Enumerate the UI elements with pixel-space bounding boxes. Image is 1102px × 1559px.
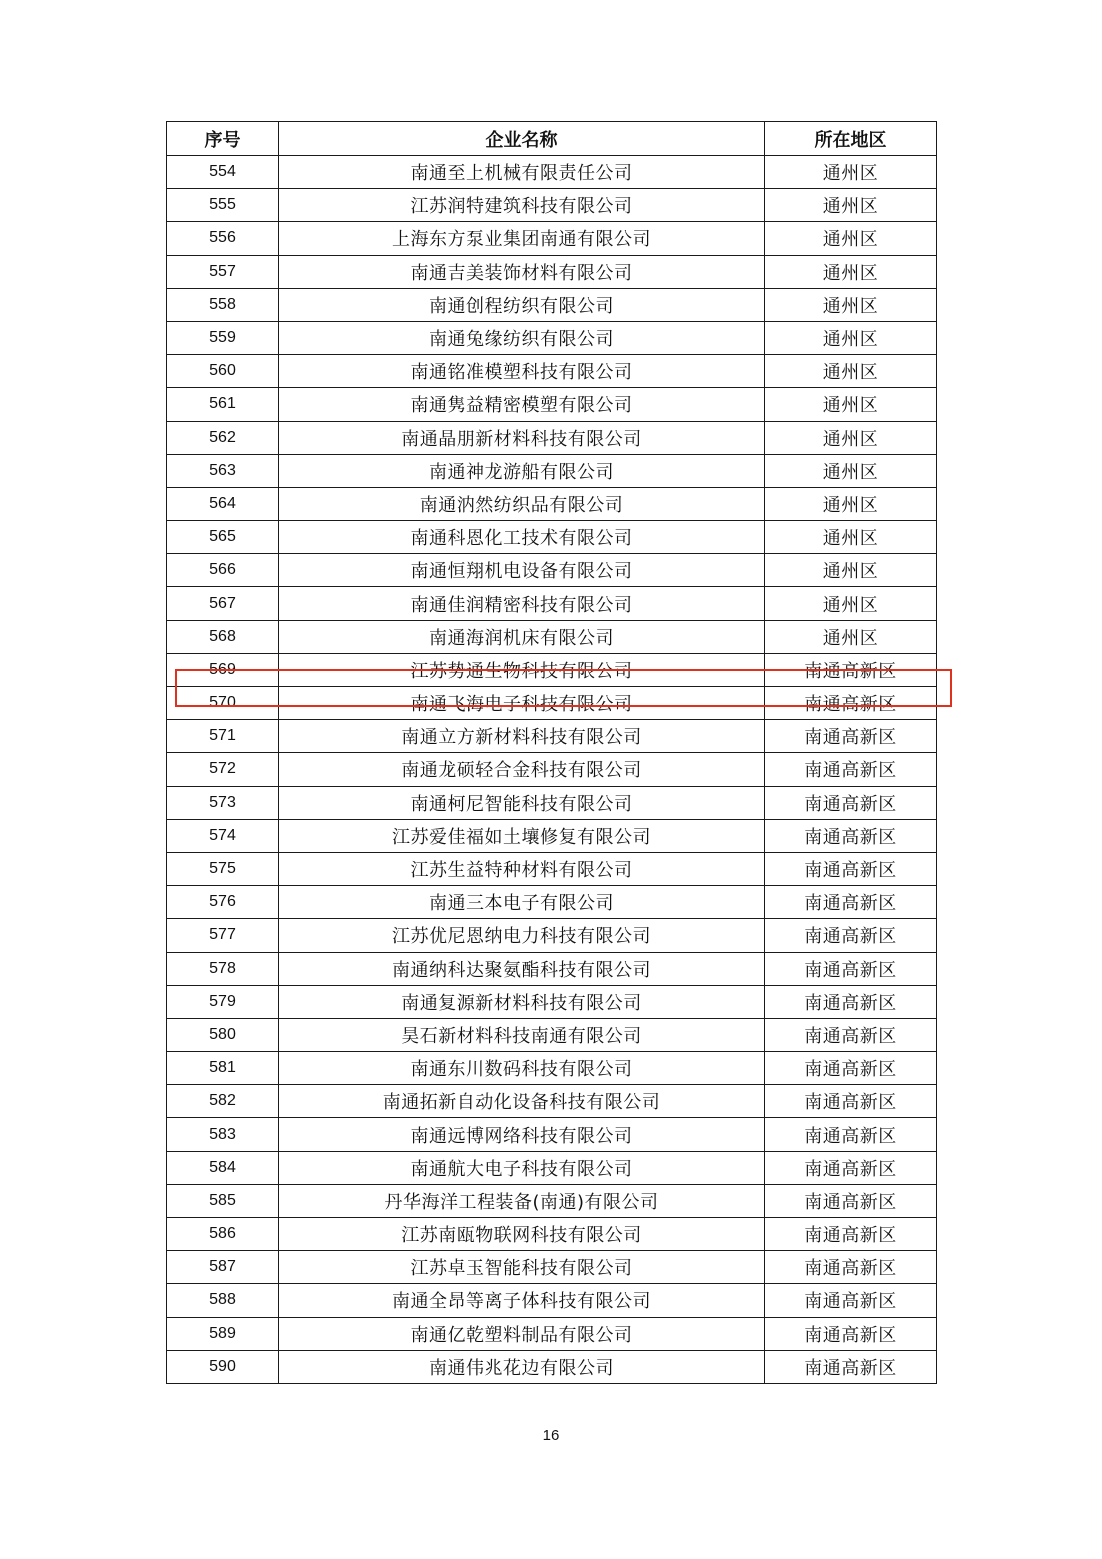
row-region: 通州区 bbox=[765, 454, 937, 487]
table-row bbox=[167, 720, 937, 753]
row-region: 南通高新区 bbox=[765, 653, 937, 686]
row-company-name: 江苏优尼恩纳电力科技有限公司 bbox=[279, 919, 765, 952]
row-serial-number: 580 bbox=[167, 1018, 279, 1051]
row-serial-number: 554 bbox=[167, 156, 279, 189]
table-row bbox=[167, 952, 937, 985]
row-serial-number: 560 bbox=[167, 355, 279, 388]
row-serial-number: 564 bbox=[167, 487, 279, 520]
table-row bbox=[167, 554, 937, 587]
table-row bbox=[167, 189, 937, 222]
row-region: 通州区 bbox=[765, 288, 937, 321]
row-company-name: 南通海润机床有限公司 bbox=[279, 620, 765, 653]
row-company-name: 南通全昂等离子体科技有限公司 bbox=[279, 1284, 765, 1317]
table-row bbox=[167, 786, 937, 819]
table-row bbox=[167, 1052, 937, 1085]
row-region: 通州区 bbox=[765, 487, 937, 520]
table-row bbox=[167, 1350, 937, 1383]
row-company-name: 南通汭然纺织品有限公司 bbox=[279, 487, 765, 520]
table-row bbox=[167, 487, 937, 520]
row-company-name: 南通东川数码科技有限公司 bbox=[279, 1052, 765, 1085]
row-company-name: 昊石新材料科技南通有限公司 bbox=[279, 1018, 765, 1051]
row-company-name: 江苏南瓯物联网科技有限公司 bbox=[279, 1218, 765, 1251]
table-row bbox=[167, 1184, 937, 1217]
row-company-name: 南通隽益精密模塑有限公司 bbox=[279, 388, 765, 421]
table-row bbox=[167, 753, 937, 786]
table-body bbox=[167, 156, 937, 1384]
row-region: 南通高新区 bbox=[765, 819, 937, 852]
table-row bbox=[167, 156, 937, 189]
row-company-name: 江苏卓玉智能科技有限公司 bbox=[279, 1251, 765, 1284]
row-region: 南通高新区 bbox=[765, 1218, 937, 1251]
table-row bbox=[167, 1317, 937, 1350]
row-serial-number: 587 bbox=[167, 1251, 279, 1284]
row-company-name: 南通纳科达聚氨酯科技有限公司 bbox=[279, 952, 765, 985]
page-number: 16 bbox=[542, 1427, 560, 1444]
row-region: 南通高新区 bbox=[765, 1118, 937, 1151]
row-serial-number: 559 bbox=[167, 321, 279, 354]
table-row bbox=[167, 587, 937, 620]
row-region: 南通高新区 bbox=[765, 1052, 937, 1085]
row-company-name: 南通立方新材料科技有限公司 bbox=[279, 720, 765, 753]
row-serial-number: 565 bbox=[167, 521, 279, 554]
row-region: 南通高新区 bbox=[765, 687, 937, 720]
row-serial-number: 555 bbox=[167, 189, 279, 222]
row-region: 南通高新区 bbox=[765, 952, 937, 985]
row-company-name: 南通晶朋新材料科技有限公司 bbox=[279, 421, 765, 454]
row-region: 通州区 bbox=[765, 620, 937, 653]
row-serial-number: 574 bbox=[167, 819, 279, 852]
table-row bbox=[167, 255, 937, 288]
row-company-name: 南通三本电子有限公司 bbox=[279, 886, 765, 919]
row-region: 南通高新区 bbox=[765, 1018, 937, 1051]
row-serial-number: 583 bbox=[167, 1118, 279, 1151]
table-row bbox=[167, 819, 937, 852]
row-serial-number: 572 bbox=[167, 753, 279, 786]
table-row bbox=[167, 1118, 937, 1151]
row-region: 南通高新区 bbox=[765, 1085, 937, 1118]
row-region: 通州区 bbox=[765, 587, 937, 620]
row-company-name: 南通伟兆花边有限公司 bbox=[279, 1350, 765, 1383]
row-serial-number: 573 bbox=[167, 786, 279, 819]
row-serial-number: 570 bbox=[167, 687, 279, 720]
row-region: 南通高新区 bbox=[765, 753, 937, 786]
row-company-name: 南通神龙游船有限公司 bbox=[279, 454, 765, 487]
table-row bbox=[167, 852, 937, 885]
row-region: 通州区 bbox=[765, 255, 937, 288]
row-company-name: 南通远博网络科技有限公司 bbox=[279, 1118, 765, 1151]
row-serial-number: 589 bbox=[167, 1317, 279, 1350]
row-company-name: 南通创程纺织有限公司 bbox=[279, 288, 765, 321]
row-serial-number: 558 bbox=[167, 288, 279, 321]
row-company-name: 南通恒翔机电设备有限公司 bbox=[279, 554, 765, 587]
table-row bbox=[167, 388, 937, 421]
row-company-name: 南通航大电子科技有限公司 bbox=[279, 1151, 765, 1184]
row-region: 通州区 bbox=[765, 388, 937, 421]
row-region: 通州区 bbox=[765, 355, 937, 388]
table-row bbox=[167, 985, 937, 1018]
row-company-name: 江苏润特建筑科技有限公司 bbox=[279, 189, 765, 222]
table-row bbox=[167, 1218, 937, 1251]
row-region: 通州区 bbox=[765, 222, 937, 255]
table-row bbox=[167, 919, 937, 952]
row-company-name: 南通至上机械有限责任公司 bbox=[279, 156, 765, 189]
row-region: 南通高新区 bbox=[765, 1284, 937, 1317]
company-table bbox=[166, 121, 937, 1384]
row-region: 南通高新区 bbox=[765, 1350, 937, 1383]
row-region: 南通高新区 bbox=[765, 985, 937, 1018]
row-region: 通州区 bbox=[765, 421, 937, 454]
row-serial-number: 586 bbox=[167, 1218, 279, 1251]
row-serial-number: 581 bbox=[167, 1052, 279, 1085]
table-row bbox=[167, 421, 937, 454]
row-serial-number: 557 bbox=[167, 255, 279, 288]
row-serial-number: 577 bbox=[167, 919, 279, 952]
table-row bbox=[167, 355, 937, 388]
row-company-name: 丹华海洋工程装备(南通)有限公司 bbox=[279, 1184, 765, 1217]
row-serial-number: 576 bbox=[167, 886, 279, 919]
row-serial-number: 585 bbox=[167, 1184, 279, 1217]
row-region: 南通高新区 bbox=[765, 1317, 937, 1350]
row-serial-number: 571 bbox=[167, 720, 279, 753]
row-region: 南通高新区 bbox=[765, 1251, 937, 1284]
row-company-name: 南通佳润精密科技有限公司 bbox=[279, 587, 765, 620]
row-serial-number: 575 bbox=[167, 852, 279, 885]
header-region: 所在地区 bbox=[765, 122, 937, 156]
row-region: 通州区 bbox=[765, 189, 937, 222]
table-row bbox=[167, 222, 937, 255]
row-region: 南通高新区 bbox=[765, 786, 937, 819]
row-serial-number: 588 bbox=[167, 1284, 279, 1317]
table-header-row bbox=[167, 122, 937, 156]
row-region: 南通高新区 bbox=[765, 1151, 937, 1184]
table-row bbox=[167, 1018, 937, 1051]
row-company-name: 江苏势通生物科技有限公司 bbox=[279, 653, 765, 686]
row-region: 南通高新区 bbox=[765, 1184, 937, 1217]
row-region: 南通高新区 bbox=[765, 919, 937, 952]
row-company-name: 南通拓新自动化设备科技有限公司 bbox=[279, 1085, 765, 1118]
table-row bbox=[167, 1085, 937, 1118]
row-company-name: 南通科恩化工技术有限公司 bbox=[279, 521, 765, 554]
row-serial-number: 569 bbox=[167, 653, 279, 686]
table-row bbox=[167, 521, 937, 554]
row-serial-number: 590 bbox=[167, 1350, 279, 1383]
table-row bbox=[167, 1284, 937, 1317]
row-region: 南通高新区 bbox=[765, 886, 937, 919]
table-row bbox=[167, 1151, 937, 1184]
row-region: 通州区 bbox=[765, 321, 937, 354]
row-serial-number: 579 bbox=[167, 985, 279, 1018]
row-serial-number: 556 bbox=[167, 222, 279, 255]
row-serial-number: 582 bbox=[167, 1085, 279, 1118]
row-serial-number: 568 bbox=[167, 620, 279, 653]
table-row bbox=[167, 687, 937, 720]
header-serial-number: 序号 bbox=[167, 122, 279, 156]
row-region: 通州区 bbox=[765, 554, 937, 587]
row-company-name: 南通吉美装饰材料有限公司 bbox=[279, 255, 765, 288]
row-company-name: 南通龙硕轻合金科技有限公司 bbox=[279, 753, 765, 786]
row-company-name: 南通铭准模塑科技有限公司 bbox=[279, 355, 765, 388]
row-serial-number: 566 bbox=[167, 554, 279, 587]
row-region: 通州区 bbox=[765, 521, 937, 554]
row-company-name: 江苏生益特种材料有限公司 bbox=[279, 852, 765, 885]
header-company-name: 企业名称 bbox=[279, 122, 765, 156]
row-serial-number: 584 bbox=[167, 1151, 279, 1184]
row-serial-number: 561 bbox=[167, 388, 279, 421]
row-serial-number: 567 bbox=[167, 587, 279, 620]
row-region: 南通高新区 bbox=[765, 852, 937, 885]
table-row bbox=[167, 886, 937, 919]
table-row bbox=[167, 321, 937, 354]
row-region: 南通高新区 bbox=[765, 720, 937, 753]
row-company-name: 南通兔缘纺织有限公司 bbox=[279, 321, 765, 354]
table-row bbox=[167, 288, 937, 321]
table-row bbox=[167, 1251, 937, 1284]
row-company-name: 南通亿乾塑料制品有限公司 bbox=[279, 1317, 765, 1350]
row-region: 通州区 bbox=[765, 156, 937, 189]
row-company-name: 上海东方泵业集团南通有限公司 bbox=[279, 222, 765, 255]
row-company-name: 南通复源新材料科技有限公司 bbox=[279, 985, 765, 1018]
row-serial-number: 562 bbox=[167, 421, 279, 454]
row-serial-number: 563 bbox=[167, 454, 279, 487]
row-company-name: 南通飞海电子科技有限公司 bbox=[279, 687, 765, 720]
row-serial-number: 578 bbox=[167, 952, 279, 985]
table-row bbox=[167, 653, 937, 686]
table-row bbox=[167, 454, 937, 487]
row-company-name: 江苏爱佳福如土壤修复有限公司 bbox=[279, 819, 765, 852]
table-row bbox=[167, 620, 937, 653]
row-company-name: 南通柯尼智能科技有限公司 bbox=[279, 786, 765, 819]
